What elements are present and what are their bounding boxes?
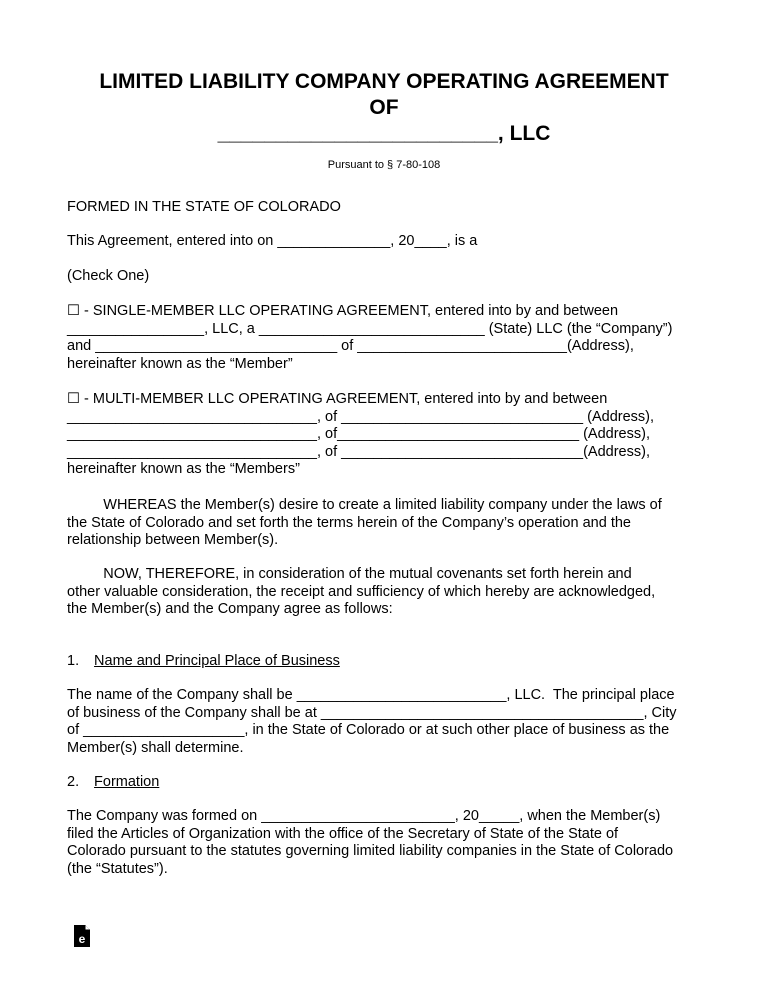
multi-member-line: hereinafter known as the “Members” xyxy=(67,461,300,477)
multi-member-line: _______________________________, of ______________________________(Address), xyxy=(67,443,650,460)
paragraph-line: Member(s) shall determine. xyxy=(67,739,244,756)
multi-member-option xyxy=(67,391,707,479)
paragraph-line: other valuable consideration, the receipt and sufficiency of which hereby are acknowledged, xyxy=(67,583,656,600)
svg-text:e: e xyxy=(78,932,86,946)
paragraph-line: NOW, THEREFORE, in consideration of the mutual covenants set forth herein and xyxy=(67,566,632,582)
section-title: Formation xyxy=(94,774,160,790)
paragraph-line: Colorado pursuant to the statutes governing limited liability companies in the State of Colorado xyxy=(67,843,674,859)
section-1-body xyxy=(67,687,707,757)
whereas-paragraph xyxy=(67,497,707,550)
etemplates-logo-icon xyxy=(73,924,91,948)
paragraph-line: of ____________________, in the State of Colorado or at such other place of business as the xyxy=(67,722,670,738)
paragraph-line: the Member(s) and the Company agree as follows: xyxy=(67,601,393,617)
single-member-option xyxy=(67,303,707,373)
document-title-of: OF xyxy=(369,96,399,119)
single-member-line: _________________, LLC, a ____________________________ (State) LLC (the “Company”) xyxy=(67,320,673,337)
paragraph-line: relationship between Member(s). xyxy=(67,532,279,548)
now-therefore-paragraph xyxy=(67,566,707,619)
single-member-line: hereinafter known as the “Member” xyxy=(67,355,293,372)
single-member-line: and ______________________________ of __________________________(Address), xyxy=(67,338,634,354)
multi-member-line: _______________________________, of ______________________________ (Address), xyxy=(67,408,655,425)
section-number: 2. xyxy=(67,774,80,790)
section-number: 1. xyxy=(67,653,80,669)
statute-reference: Pursuant to § 7-80-108 xyxy=(327,159,441,171)
paragraph-line: (the “Statutes”). xyxy=(67,860,168,877)
section-title: Name and Principal Place of Business xyxy=(94,653,340,669)
formed-in-state: FORMED IN THE STATE OF COLORADO xyxy=(67,199,341,215)
paragraph-line: the State of Colorado and set forth the terms herein of the Company’s operation and the xyxy=(67,514,631,531)
paragraph-line: of business of the Company shall be at ________________________________________, City xyxy=(67,704,677,721)
document-title: LIMITED LIABILITY COMPANY OPERATING AGREEMENT xyxy=(99,70,669,93)
llc-name-blank: ________________________, LLC xyxy=(217,122,551,145)
check-one-label: (Check One) xyxy=(67,268,150,284)
paragraph-line: WHEREAS the Member(s) desire to create a limited liability company under the laws of xyxy=(67,497,662,513)
multi-member-checkbox-line[interactable]: ☐ - MULTI-MEMBER LLC OPERATING AGREEMENT, entered into by and between xyxy=(67,391,608,407)
multi-member-line: _______________________________, of______________________________ (Address), xyxy=(67,426,650,442)
paragraph-line: The Company was formed on ________________________, 20_____, when the Member(s) xyxy=(67,808,661,824)
paragraph-line: filed the Articles of Organization with the office of the Secretary of State of the State of xyxy=(67,825,619,842)
agreement-date-line: This Agreement, entered into on ______________, 20____, is a xyxy=(67,233,478,249)
section-2-body xyxy=(67,808,707,878)
paragraph-line: The name of the Company shall be __________________________, LLC. The principal place xyxy=(67,687,675,703)
section-1-heading xyxy=(67,653,340,671)
section-2-heading xyxy=(67,774,159,792)
single-member-checkbox-line[interactable]: ☐ - SINGLE-MEMBER LLC OPERATING AGREEMENT, entered into by and between xyxy=(67,303,619,319)
